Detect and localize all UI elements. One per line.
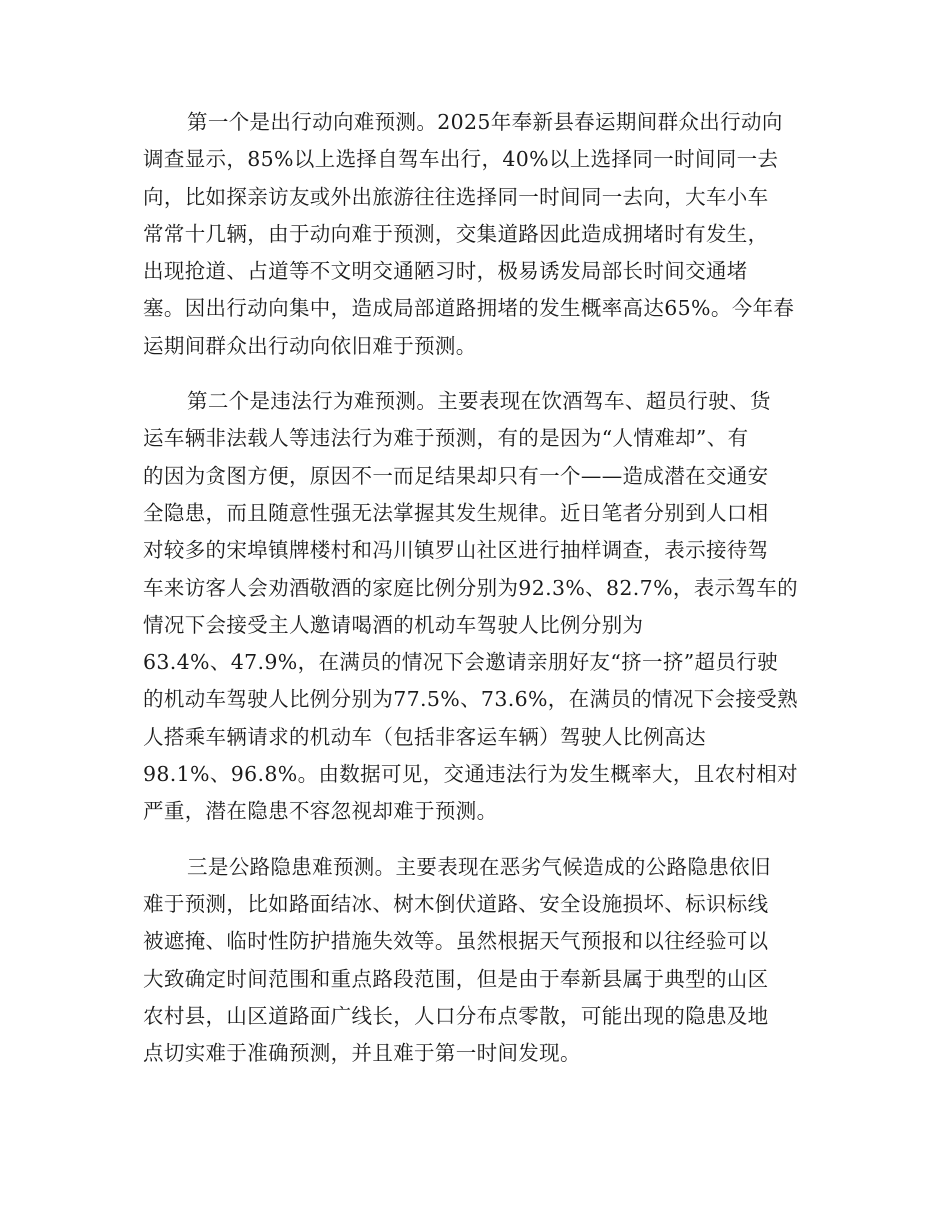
text-line: 63.4%、47.9%，在满员的情况下会邀请亲朋好友“挤一挤”超员行驶 [143, 650, 778, 675]
text-line: 人搭乘车辆请求的机动车（包括非客运车辆）驾驶人比例高达 [143, 724, 706, 749]
text-line: 出现抢道、占道等不文明交通陋习时，极易诱发局部长时间交通堵 [143, 259, 748, 284]
text-line: 难于预测，比如路面结冰、树木倒伏道路、安全设施损坏、标识标线 [143, 891, 769, 916]
paragraph-illegal-behavior [143, 383, 815, 831]
text-line: 调查显示，85%以上选择自驾车出行，40%以上选择同一时间同一去 [143, 147, 779, 172]
document-body [143, 104, 815, 1090]
text-line: 严重，潜在隐患不容忽视却难于预测。 [143, 799, 498, 824]
text-line: 运车辆非法载人等违法行为难于预测，有的是因为“人情难却”、有 [143, 426, 749, 451]
text-line: 大致确定时间范围和重点路段范围，但是由于奉新县属于典型的山区 [143, 966, 769, 991]
text-line: 的机动车驾驶人比例分别为77.5%、73.6%，在满员的情况下会接受熟 [143, 687, 798, 712]
paragraph-travel-direction [143, 104, 815, 365]
text-line: 点切实难于准确预测，并且难于第一时间发现。 [143, 1041, 581, 1066]
text-line: 全隐患，而且随意性强无法掌握其发生规律。近日笔者分别到人口相 [143, 500, 769, 525]
text-line: 第二个是违法行为难预测。主要表现在饮酒驾车、超员行驶、货 [187, 389, 771, 414]
text-line: 车来访客人会劝酒敬酒的家庭比例分别为92.3%、82.7%，表示驾车的 [143, 575, 798, 600]
text-line: 三是公路隐患难预测。主要表现在恶劣气候造成的公路隐患依旧 [187, 854, 771, 879]
text-line: 运期间群众出行动向依旧难于预测。 [143, 333, 477, 358]
text-line: 的因为贪图方便，原因不一而足结果却只有一个——造成潜在交通安 [143, 463, 769, 488]
text-line: 情况下会接受主人邀请喝酒的机动车驾驶人比例分别为 [143, 612, 644, 637]
text-line: 常常十几辆，由于动向难于预测，交集道路因此造成拥堵时有发生， [143, 221, 769, 246]
paragraph-road-hazards [143, 849, 815, 1073]
text-line: 被遮掩、临时性防护措施失效等。虽然根据天气预报和以往经验可以 [143, 929, 769, 954]
text-line: 农村县，山区道路面广线长，人口分布点零散，可能出现的隐患及地 [143, 1003, 769, 1028]
text-line: 对较多的宋埠镇牌楼村和冯川镇罗山社区进行抽样调查，表示接待驾 [143, 538, 769, 563]
text-line: 塞。因出行动向集中，造成局部道路拥堵的发生概率高达65%。今年春 [143, 296, 795, 321]
text-line: 第一个是出行动向难预测。2025年奉新县春运期间群众出行动向 [187, 110, 783, 134]
text-line: 向，比如探亲访友或外出旅游往往选择同一时间同一去向，大车小车 [143, 184, 769, 209]
text-line: 98.1%、96.8%。由数据可见，交通违法行为发生概率大，且农村相对 [143, 762, 798, 787]
